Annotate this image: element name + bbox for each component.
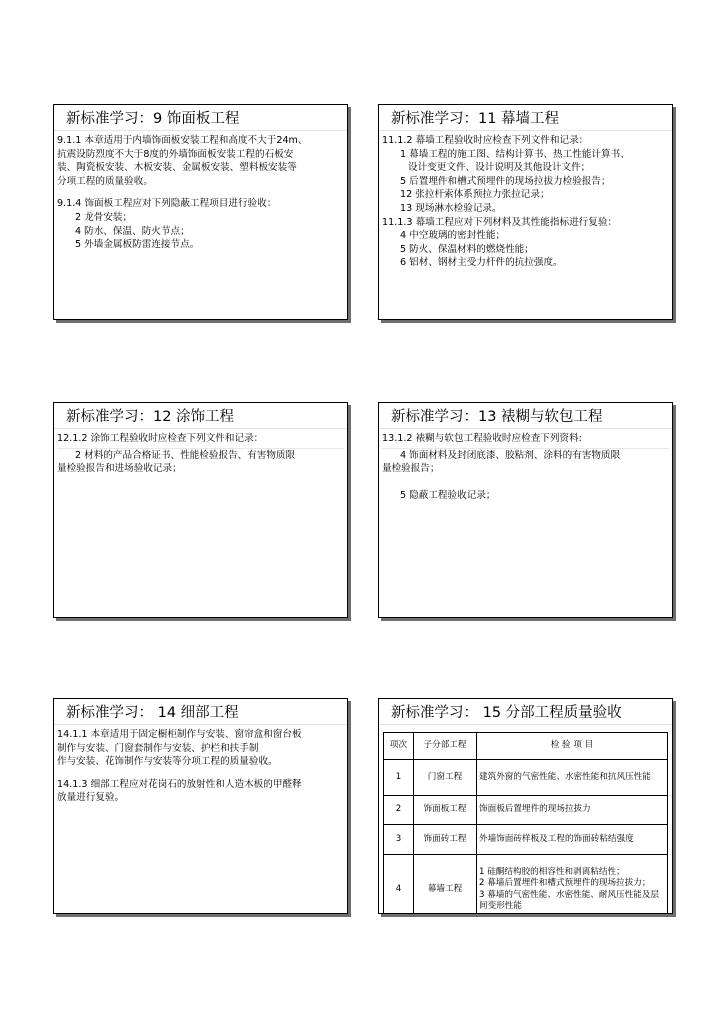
header-cell: 检 验 项 目 bbox=[477, 733, 668, 760]
slide-title: 新标准学习：13 裱糊与软包工程 bbox=[379, 403, 672, 429]
text-line: 6 铝材、钢材主受力杆件的抗拉强度。 bbox=[400, 257, 563, 269]
text-line: 12.1.2 涂饰工程验收时应检查下列文件和记录： bbox=[57, 432, 344, 449]
table-cell: 幕墙工程 bbox=[414, 855, 477, 915]
table-row bbox=[384, 760, 668, 796]
slide-detail-work bbox=[53, 698, 348, 914]
slide-title: 新标准学习：11 幕墙工程 bbox=[379, 105, 672, 131]
text-line: 制作与安装、门窗套制作与安装、护栏和扶手制 bbox=[57, 742, 259, 754]
text-line: 量检验报告； bbox=[382, 463, 440, 475]
text-line: 5 隐蔽工程验收记录； bbox=[400, 489, 496, 501]
slide-body bbox=[54, 429, 347, 476]
table-cell: 3 bbox=[384, 825, 414, 855]
list-item: 3 幕墙的气密性能、水密性能、耐风压性能及层间变形性能 bbox=[479, 889, 660, 911]
table-header-row bbox=[384, 733, 668, 760]
text-line: 量检验报告和进场验收记录； bbox=[57, 463, 182, 475]
text-line: 13 现场淋水检验记录。 bbox=[400, 202, 502, 214]
slide-title: 新标准学习： 14 细部工程 bbox=[54, 699, 347, 725]
table-cell: 外墙饰面砖样板及工程的饰面砖粘结强度 bbox=[477, 825, 668, 855]
acceptance-table bbox=[383, 732, 668, 914]
table-cell: 饰面砖工程 bbox=[414, 825, 477, 855]
table-cell: 4 bbox=[384, 855, 414, 915]
text-line: 装、陶瓷板安装、木板安装、金属板安装、塑料板安装等 bbox=[57, 162, 297, 174]
list-item: 2 幕墙后置埋件和槽式预埋件的现场拉拔力； bbox=[479, 878, 651, 888]
table-cell: 1 bbox=[384, 760, 414, 796]
text-line: 作与安装、花饰制作与安装等分项工程的质量验收。 bbox=[57, 756, 278, 768]
text-line: 11.1.3 幕墙工程应对下列材料及其性能指标进行复验： bbox=[382, 216, 618, 228]
table-cell: 饰面板工程 bbox=[414, 796, 477, 825]
table-cell: 饰面板后置埋件的现场拉拔力 bbox=[477, 796, 668, 825]
text-line: 放量进行复验。 bbox=[57, 792, 125, 804]
text-line: 5 外墙金属板防雷连接节点。 bbox=[75, 239, 200, 251]
header-cell: 项次 bbox=[384, 733, 414, 760]
table-cell bbox=[477, 855, 668, 915]
slide-body bbox=[54, 725, 347, 805]
text-line: 5 后置埋件和槽式预埋件的现场拉拔力检验报告； bbox=[400, 175, 611, 187]
slide-title: 新标准学习：9 饰面板工程 bbox=[54, 105, 347, 131]
slide-body bbox=[379, 131, 672, 270]
slide-body bbox=[54, 131, 347, 252]
slide-title: 新标准学习：12 涂饰工程 bbox=[54, 403, 347, 429]
text-line: 4 饰面材料及封闭底漆、胶粘剂、涂料的有害物质限 bbox=[400, 449, 621, 461]
slide-decoration-panels bbox=[53, 104, 348, 320]
text-line: 11.1.2 幕墙工程验收时应检查下列文件和记录： bbox=[382, 135, 589, 146]
text-line: 4 防水、保温、防火节点； bbox=[75, 225, 190, 237]
slide-title: 新标准学习： 15 分部工程质量验收 bbox=[379, 699, 672, 725]
text-line: 12 张拉杆索体系预拉力张拉记录； bbox=[400, 189, 550, 201]
text-line: 14.1.1 本章适用于固定橱柜制作与安装、窗帘盒和窗台板 bbox=[57, 729, 302, 740]
text-line: 9.1.4 饰面板工程应对下列隐蔽工程项目进行验收： bbox=[57, 198, 277, 210]
table-cell: 2 bbox=[384, 796, 414, 825]
text-line: 抗震设防烈度不大于8度的外墙饰面板安装工程的石板安 bbox=[57, 148, 294, 160]
header-cell: 子分部工程 bbox=[414, 733, 477, 760]
text-line: 5 防火、保温材料的燃烧性能； bbox=[400, 243, 534, 255]
slide-curtain-wall bbox=[378, 104, 673, 320]
slide-painting bbox=[53, 402, 348, 618]
table-row bbox=[384, 855, 668, 915]
text-line: 设计变更文件、设计说明及其他设计文件； bbox=[408, 162, 591, 174]
text-line: 1 幕墙工程的施工图、结构计算书、热工性能计算书、 bbox=[400, 148, 630, 160]
text-line: 分项工程的质量验收。 bbox=[57, 175, 153, 187]
slide-body bbox=[379, 429, 672, 502]
text-line: 2 材料的产品合格证书、性能检验报告、有害物质限 bbox=[75, 449, 296, 461]
list-item: 1 硅酮结构胶的相容性和剥离粘结性； bbox=[479, 866, 625, 877]
table-row bbox=[384, 796, 668, 825]
text-line: 2 龙骨安装； bbox=[75, 211, 133, 223]
text-line: 9.1.1 本章适用于内墙饰面板安装工程和高度不大于24m、 bbox=[57, 135, 308, 146]
text-line: 14.1.3 细部工程应对花岗石的放射性和人造木板的甲醛释 bbox=[57, 778, 302, 790]
table-cell: 建筑外窗的气密性能、水密性能和抗风压性能 bbox=[477, 760, 668, 796]
table-cell: 门窗工程 bbox=[414, 760, 477, 796]
text-line: 13.1.2 裱糊与软包工程验收时应检查下列资料: bbox=[382, 432, 669, 449]
slide-wallpaper bbox=[378, 402, 673, 618]
table-row bbox=[384, 825, 668, 855]
text-line: 4 中空玻璃的密封性能； bbox=[400, 230, 506, 242]
slide-quality-acceptance bbox=[378, 698, 673, 914]
